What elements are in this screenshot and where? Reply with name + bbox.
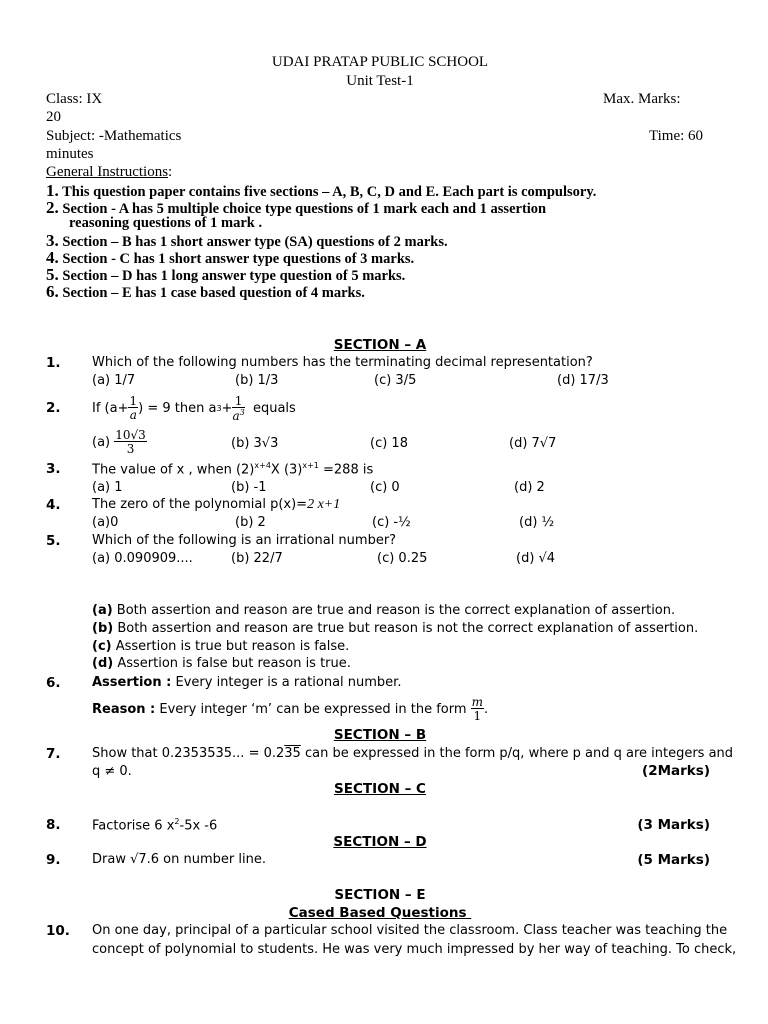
q7-repeating: 35 <box>284 746 301 761</box>
section-d-title: SECTION – D <box>333 834 427 850</box>
option: (d) 7√7 <box>509 436 557 451</box>
q4-text: The zero of the polynomial p(x)= <box>92 497 308 512</box>
q2-fraction-1 <box>128 395 138 421</box>
question-3-text <box>92 461 373 477</box>
option: (c) 0.25 <box>377 551 428 566</box>
q2-frac2-bottom <box>232 408 244 422</box>
ar-option <box>92 603 675 618</box>
q3-post: =288 is <box>318 462 374 478</box>
ar-option-label: (a) <box>92 603 113 618</box>
option: (c) 0 <box>370 480 400 495</box>
q4-expression: 2 x+1 <box>307 497 341 512</box>
option: (a)0 <box>92 515 119 530</box>
instructions-heading-colon: : <box>168 164 173 180</box>
instruction-number: 5. <box>46 265 59 284</box>
q3-mid: X (3) <box>270 462 303 478</box>
ar-option-text: Both assertion and reason are true but reason is not the correct explanation of assertion. <box>113 621 699 636</box>
assertion <box>92 675 401 690</box>
question-number: 5. <box>46 533 61 549</box>
question-7-text <box>92 746 733 761</box>
option: (b) 1/3 <box>235 373 279 388</box>
assertion-text: Every integer is a rational number. <box>171 675 402 690</box>
q8-post: -5x -6 <box>179 818 218 834</box>
q2-frac2-sup: 3 <box>239 407 245 417</box>
option: (d) √4 <box>516 551 556 566</box>
ar-option <box>92 621 698 636</box>
option <box>92 425 147 459</box>
question-number: 7. <box>46 746 61 762</box>
q3-sup-1: x+4 <box>254 461 271 470</box>
section-a-title: SECTION – A <box>333 337 427 353</box>
instruction-item <box>46 282 365 302</box>
subject-label: Subject: -Mathematics <box>46 128 182 144</box>
section-e-title: SECTION – E <box>334 887 426 903</box>
q2-pre: If (a+ <box>92 400 129 416</box>
reason <box>92 692 488 726</box>
instruction-number: 4. <box>46 248 59 267</box>
option: (c) 18 <box>370 436 408 451</box>
ar-option-text: Both assertion and reason are true and reason is the correct explanation of assertion. <box>112 603 676 618</box>
instruction-continuation: reasoning questions of 1 mark . <box>69 215 263 231</box>
instruction-text: Section - C has 1 short answer type questions of 3 marks. <box>62 251 415 267</box>
time-label: Time: 60 <box>649 128 704 144</box>
question-2-text <box>92 390 296 426</box>
q2-plus: + <box>221 400 233 416</box>
question-number: 2. <box>46 400 61 416</box>
q2-frac1-top: 1 <box>129 394 138 408</box>
ar-option <box>92 656 351 671</box>
max-marks-label: Max. Marks: <box>603 91 681 107</box>
option: (a) 0.090909.... <box>92 551 193 566</box>
q2-opt-a-top: 10√3 <box>115 428 146 442</box>
option: (c) 3/5 <box>374 373 417 388</box>
reason-fraction <box>471 696 484 722</box>
ar-option <box>92 639 349 654</box>
instruction-number: 2. <box>46 198 59 217</box>
marks-badge: (5 Marks) <box>637 852 710 868</box>
q2-post: equals <box>244 400 296 416</box>
instruction-number: 3. <box>46 231 59 250</box>
option: (b) 22/7 <box>231 551 283 566</box>
reason-label: Reason : <box>92 701 156 717</box>
q2-fraction-2 <box>232 395 244 422</box>
ar-option-label: (c) <box>92 639 112 654</box>
section-e-subtitle: Cased Based Questions <box>288 905 472 921</box>
question-number: 9. <box>46 852 61 868</box>
q2-opt-a-bottom: 3 <box>126 442 135 456</box>
reason-frac-bottom: 1 <box>473 709 482 723</box>
question-4-text <box>92 497 340 513</box>
ar-option-label: (d) <box>92 656 114 671</box>
instruction-text: Section - A has 5 multiple choice type questions of 1 mark each and 1 assertion <box>62 201 547 217</box>
q2-sup: 3 <box>216 403 222 413</box>
option: (d) 2 <box>514 480 545 495</box>
question-number: 1. <box>46 355 61 371</box>
marks-badge: (3 Marks) <box>637 817 710 833</box>
q2-frac2-base: a <box>232 408 240 423</box>
question-10-line-2: concept of polynomial to students. He was very much impressed by her way of teaching. To check, <box>92 942 737 957</box>
question-number: 6. <box>46 675 61 691</box>
option: (d) 17/3 <box>557 373 609 388</box>
q2-mid: ) = 9 then a <box>138 400 217 416</box>
max-marks-value: 20 <box>46 109 61 125</box>
instruction-text: Section – D has 1 long answer type question of 5 marks. <box>62 268 406 284</box>
question-5-text: Which of the following is an irrational number? <box>92 533 397 548</box>
q2-frac2-top: 1 <box>232 395 244 408</box>
q2-opt-a-label: (a) <box>92 434 111 450</box>
instruction-text: Section – B has 1 short answer type (SA) questions of 2 marks. <box>62 234 448 250</box>
reason-text: Every integer ‘m’ can be expressed in the form <box>155 701 471 717</box>
q3-sup-2: x+1 <box>302 461 319 470</box>
option: (a) 1 <box>92 480 123 495</box>
option: (b) 3√3 <box>231 436 279 451</box>
option: (b) 2 <box>235 515 266 530</box>
question-8-text <box>92 817 217 833</box>
question-number: 8. <box>46 817 61 833</box>
class-label: Class: IX <box>46 91 103 107</box>
marks-badge: (2Marks) <box>642 763 710 779</box>
question-number: 4. <box>46 497 61 513</box>
question-number: 10. <box>46 923 70 939</box>
ar-option-text: Assertion is true but reason is false. <box>111 639 350 654</box>
question-1-text: Which of the following numbers has the terminating decimal representation? <box>92 355 593 370</box>
instructions-heading-text: General Instructions <box>46 164 169 180</box>
assertion-label: Assertion : <box>92 675 172 690</box>
q2-frac1-bottom: a <box>129 408 137 422</box>
time-unit: minutes <box>46 146 94 162</box>
q7-post: can be expressed in the form p/q, where p and q are integers and <box>300 746 734 761</box>
ar-option-label: (b) <box>92 621 114 636</box>
instructions-heading <box>46 164 172 181</box>
q8-pre: Factorise 6 x <box>92 818 175 834</box>
q8-sup: 2 <box>174 817 180 826</box>
q7-pre: Show that 0.2353535... = 0.2 <box>92 746 285 761</box>
instruction-text: This question paper contains five sections – A, B, C, D and E. Each part is compulsory. <box>62 184 597 200</box>
question-number: 3. <box>46 461 61 477</box>
question-7-line-2: q ≠ 0. <box>92 764 132 779</box>
test-name: Unit Test-1 <box>346 73 414 89</box>
option: (a) 1/7 <box>92 373 136 388</box>
reason-post: . <box>484 701 489 717</box>
q3-pre: The value of x , when (2) <box>92 462 255 478</box>
question-9-text: Draw √7.6 on number line. <box>92 852 266 867</box>
school-name: UDAI PRATAP PUBLIC SCHOOL <box>271 54 489 70</box>
reason-frac-top: m <box>471 695 484 709</box>
q2-opt-a-fraction <box>114 429 147 455</box>
instruction-number: 6. <box>46 282 59 301</box>
ar-option-text: Assertion is false but reason is true. <box>113 656 351 671</box>
instruction-number: 1. <box>46 181 59 200</box>
instruction-text: Section – E has 1 case based question of 4 marks. <box>62 285 365 301</box>
section-c-title: SECTION – C <box>334 781 426 797</box>
option: (d) ½ <box>519 515 555 530</box>
option: (c) -½ <box>372 515 411 530</box>
option: (b) -1 <box>231 480 267 495</box>
question-10-line-1: On one day, principal of a particular school visited the classroom. Class teacher was teaching the <box>92 923 728 938</box>
section-b-title: SECTION – B <box>333 727 427 743</box>
